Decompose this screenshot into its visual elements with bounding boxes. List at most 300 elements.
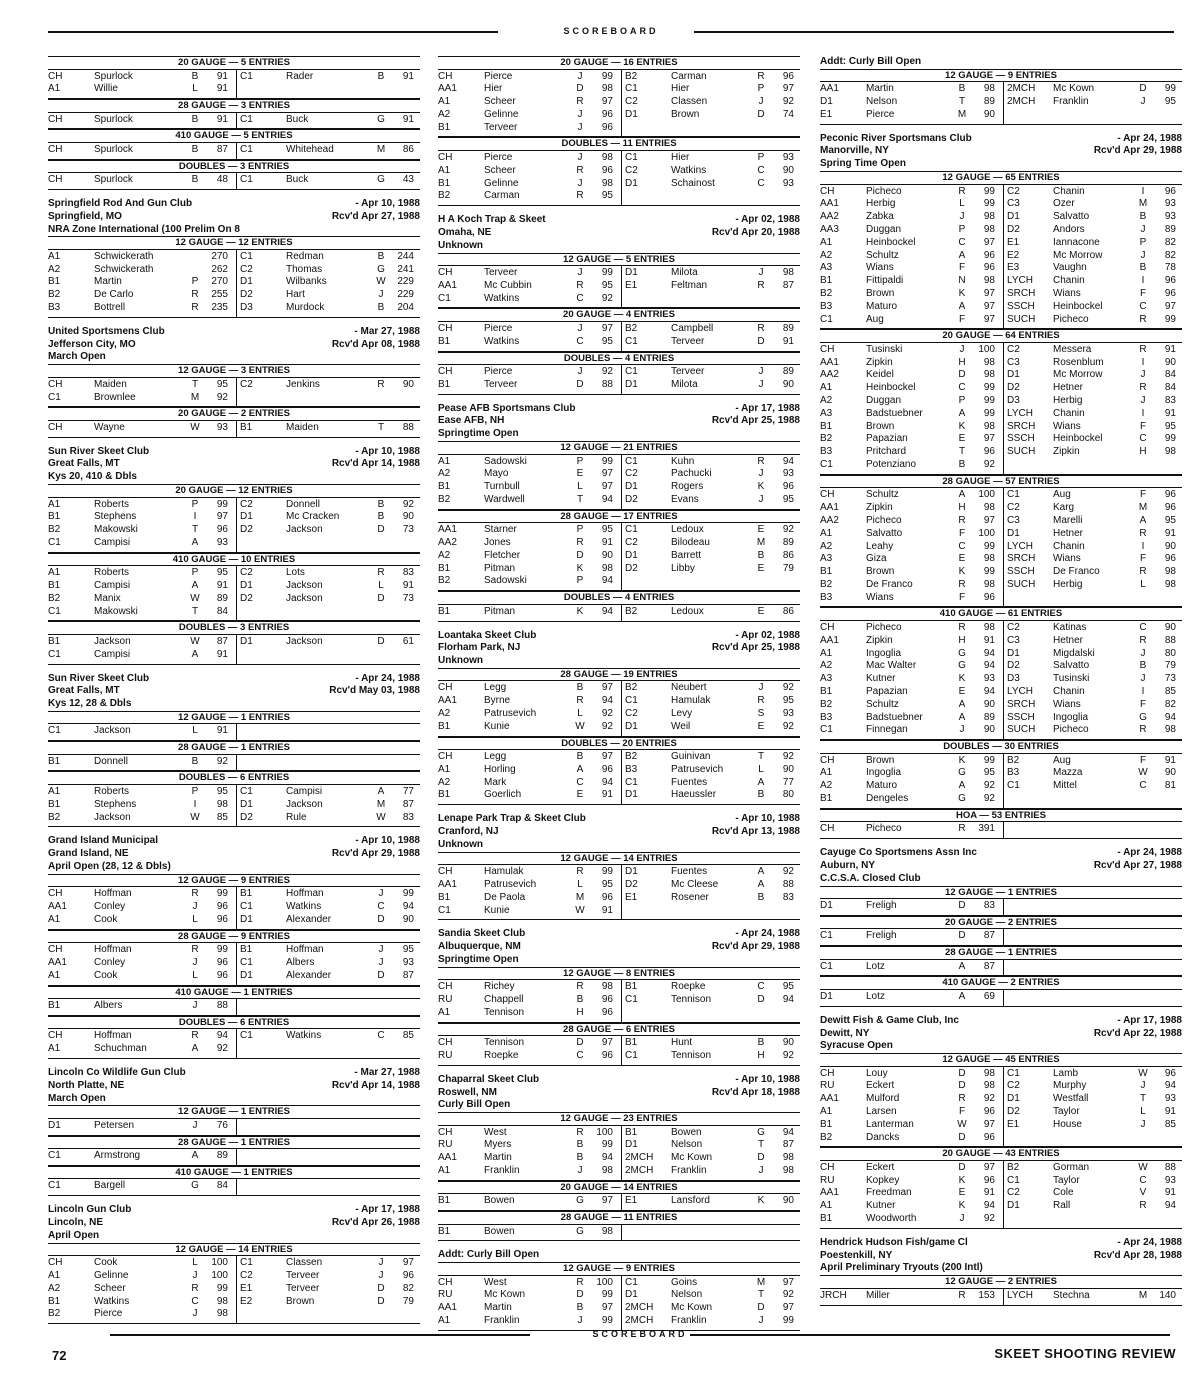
class-label: AA1 — [438, 1152, 457, 1164]
result-entry — [820, 109, 1001, 122]
result-row — [820, 198, 1182, 211]
score: 94 — [983, 660, 995, 672]
club-location: Poestenkill, NY — [820, 1249, 893, 1261]
class-label: A1 — [438, 1165, 451, 1176]
event-section — [820, 475, 1182, 608]
result-entry — [820, 648, 1001, 661]
score: 95 — [601, 524, 613, 536]
score: 91 — [216, 725, 228, 737]
result-entry — [234, 1308, 420, 1321]
class-label: CH — [438, 267, 453, 279]
class-label: CH — [820, 754, 835, 766]
score: 98 — [216, 798, 228, 810]
club-block — [820, 133, 1182, 839]
result-row — [48, 901, 420, 914]
shooter-initial: J — [378, 888, 384, 900]
score: 96 — [601, 1006, 613, 1018]
class-label: A1 — [438, 763, 451, 775]
column-divider — [236, 635, 237, 664]
result-entry — [1001, 459, 1182, 472]
score: 87 — [782, 1139, 794, 1151]
shooter-initial: L — [192, 725, 198, 737]
class-label: D1 — [1007, 369, 1020, 381]
event-section — [48, 56, 420, 99]
result-entry — [619, 550, 800, 563]
shooter-name: Redman — [286, 250, 324, 262]
shooter-initial: J — [577, 366, 583, 378]
shooter-name: Bilodeau — [671, 537, 710, 549]
results-table — [438, 1194, 800, 1211]
result-row — [820, 767, 1182, 780]
score: 95 — [782, 493, 794, 505]
class-label: CH — [48, 143, 63, 155]
column-divider — [621, 322, 622, 351]
event-header: 20 GAUGE — 5 ENTRIES — [48, 56, 420, 70]
event-header: 28 GAUGE — 9 ENTRIES — [48, 930, 420, 944]
class-label: D2 — [625, 562, 638, 574]
shooter-initial: B — [757, 549, 765, 561]
class-label: 2MCH — [1007, 83, 1036, 95]
event-header: 28 GAUGE — 1 ENTRIES — [48, 741, 420, 755]
shooter-name: Zipkin — [866, 634, 893, 646]
result-entry — [234, 914, 420, 927]
club-header — [820, 1015, 1182, 1053]
shooter-initial: J — [959, 724, 965, 736]
score: 92 — [983, 459, 995, 471]
shooter-initial: F — [958, 1106, 966, 1117]
shooter-initial: R — [958, 578, 966, 590]
result-entry — [619, 1277, 800, 1290]
class-label: E1 — [625, 279, 638, 291]
shooter-name: Marelli — [1053, 514, 1083, 526]
class-label: D1 — [240, 913, 253, 925]
class-label: A1 — [48, 1269, 61, 1281]
shooter-initial: E — [757, 524, 765, 536]
result-row — [820, 780, 1182, 793]
shooter-name: Mayo — [484, 468, 509, 480]
shooter-initial: C — [576, 292, 584, 304]
shooter-name: Armstrong — [94, 1150, 141, 1162]
result-row — [48, 1296, 420, 1309]
score: 85 — [402, 1030, 414, 1042]
shooter-initial: P — [958, 395, 966, 407]
shooter-initial: R — [576, 695, 584, 707]
result-row — [820, 344, 1182, 357]
result-entry — [234, 1043, 420, 1056]
shooter-name: Heinbockel — [1053, 433, 1103, 445]
score: 98 — [983, 369, 995, 381]
club-block — [48, 835, 420, 1059]
score: 97 — [983, 287, 995, 299]
event-section — [438, 852, 800, 921]
shooter-name: Hoffman — [94, 1030, 132, 1042]
received-date: Rcv'd Apr 29, 1988 — [711, 941, 800, 953]
score: 82 — [1164, 698, 1176, 710]
shooter-name: Badstuebner — [866, 711, 923, 723]
event-header: 12 GAUGE — 1 ENTRIES — [48, 1105, 420, 1119]
class-label: B2 — [1007, 754, 1020, 766]
result-entry — [820, 1132, 1001, 1145]
result-entry — [619, 71, 800, 84]
shooter-name: Martin — [484, 1152, 512, 1164]
club-location-line — [820, 1250, 1182, 1263]
score: 73 — [402, 524, 414, 536]
result-row — [820, 1213, 1182, 1226]
club-name: Loantaka Skeet Club — [438, 629, 537, 641]
shooter-initial: F — [1139, 698, 1147, 710]
club-location-line — [438, 415, 800, 428]
shooter-name: Classen — [286, 1257, 323, 1269]
score: 81 — [1164, 780, 1176, 792]
shooter-initial: R — [1139, 343, 1147, 355]
result-entry — [48, 901, 234, 914]
score: 241 — [397, 263, 414, 275]
magazine-name: SKEET SHOOTING REVIEW — [994, 1346, 1176, 1361]
score: 92 — [601, 366, 613, 378]
class-label: A1 — [48, 83, 61, 95]
event-header: 12 GAUGE — 1 ENTRIES — [820, 886, 1182, 900]
event-section — [48, 236, 420, 317]
class-label: E2 — [1007, 249, 1020, 261]
shooter-name: Papazian — [866, 433, 908, 445]
shooter-name: Makowski — [94, 605, 138, 617]
score: 96 — [601, 763, 613, 775]
shooter-name: Jackson — [94, 635, 131, 647]
header-rule-right — [694, 31, 1174, 33]
result-entry — [1001, 1093, 1182, 1106]
shooter-name: Milota — [671, 267, 698, 279]
result-row — [48, 593, 420, 606]
club-location-line — [48, 848, 420, 861]
results-table — [438, 266, 800, 308]
class-label: D2 — [240, 289, 253, 301]
shooter-name: Roberts — [94, 498, 130, 510]
shoot-date: - Apr 24, 1988 — [1117, 847, 1182, 859]
shooter-name: Gelinne — [94, 1269, 129, 1281]
shooter-name: Freligh — [866, 930, 897, 942]
shooter-name: Kunie — [484, 904, 510, 916]
shooter-initial: C — [1139, 433, 1147, 445]
column-divider — [236, 70, 237, 99]
class-label: CH — [48, 944, 63, 956]
shooter-name: Aug — [866, 313, 884, 325]
class-label: RU — [820, 1080, 835, 1092]
class-label: C1 — [48, 605, 61, 617]
score: 96 — [216, 956, 228, 968]
shooter-initial: J — [1140, 369, 1146, 381]
shooter-initial: C — [1139, 300, 1147, 312]
shooter-initial: R — [1139, 527, 1147, 539]
score: 99 — [983, 382, 995, 394]
result-entry — [438, 1037, 619, 1050]
result-row — [438, 481, 800, 494]
result-row — [438, 981, 800, 994]
score: 93 — [782, 177, 794, 189]
result-entry — [438, 695, 619, 708]
shooter-name: Herbig — [866, 198, 896, 210]
shooter-initial: D — [377, 913, 385, 925]
score: 90 — [1164, 767, 1176, 779]
class-label: B2 — [820, 698, 833, 710]
result-row — [820, 1093, 1182, 1106]
result-entry — [619, 866, 800, 879]
shooter-name: Spurlock — [94, 143, 133, 155]
club-header — [48, 198, 420, 236]
bottom-footer-band — [110, 1327, 1170, 1341]
result-entry — [48, 1000, 234, 1013]
shooter-initial: L — [577, 707, 583, 719]
class-label: C1 — [48, 536, 61, 548]
result-entry — [438, 789, 619, 802]
shooter-name: Patrusevich — [671, 763, 724, 775]
class-label: C1 — [820, 724, 833, 736]
shooter-initial: J — [378, 1257, 384, 1269]
event-header: DOUBLES — 6 ENTRIES — [48, 1016, 420, 1030]
shooter-name: Petersen — [94, 1119, 135, 1131]
shooter-initial: T — [757, 1139, 765, 1151]
score: 99 — [782, 1315, 794, 1327]
result-entry — [234, 799, 420, 812]
shooter-initial: J — [577, 322, 583, 334]
shooter-initial: A — [191, 1043, 199, 1055]
column-divider — [621, 1194, 622, 1210]
shooter-name: Classen — [671, 96, 708, 108]
result-row — [438, 1289, 800, 1302]
result-entry — [234, 379, 420, 392]
score: 78 — [1164, 262, 1176, 274]
shooter-initial: N — [958, 275, 966, 287]
result-entry — [438, 280, 619, 293]
result-row — [438, 366, 800, 379]
shooter-initial: J — [577, 151, 583, 163]
shooter-name: Patrusevich — [484, 878, 537, 890]
shooter-initial: J — [1140, 1118, 1146, 1130]
class-label: CH — [820, 343, 835, 355]
result-row — [438, 190, 800, 203]
class-label: C1 — [820, 313, 833, 325]
shooter-initial: A — [958, 300, 966, 312]
club-name-line — [48, 326, 420, 339]
top-header-band — [48, 24, 1174, 38]
class-label: B3 — [625, 763, 638, 775]
result-entry — [48, 251, 234, 264]
score: 95 — [216, 378, 228, 390]
score: 98 — [601, 151, 613, 163]
shooter-initial: B — [1139, 211, 1147, 223]
class-label: A1 — [48, 785, 61, 797]
shooter-name: Terveer — [671, 335, 705, 347]
score: 97 — [601, 1195, 613, 1207]
shooter-initial: B — [757, 789, 765, 801]
class-label: CH — [820, 1067, 835, 1079]
score: 92 — [402, 498, 414, 510]
class-label: B2 — [820, 433, 833, 445]
result-entry — [619, 366, 800, 379]
event-section — [48, 1243, 420, 1324]
score: 79 — [782, 562, 794, 574]
shooter-name: Heinbockel — [866, 236, 916, 248]
class-label: C2 — [1007, 185, 1020, 197]
score: 97 — [983, 433, 995, 445]
shooter-initial: F — [958, 262, 966, 274]
shooter-initial: M — [756, 537, 766, 549]
result-entry — [438, 708, 619, 721]
result-row — [438, 866, 800, 879]
result-entry — [48, 276, 234, 289]
class-label: A2 — [48, 263, 61, 275]
club-location-line — [438, 826, 800, 839]
event-section — [48, 407, 420, 437]
score: 91 — [983, 1187, 995, 1199]
result-entry — [438, 336, 619, 349]
result-row — [48, 251, 420, 264]
score: 89 — [216, 1150, 228, 1162]
class-label: B1 — [820, 420, 833, 432]
shooter-initial: E — [958, 685, 966, 697]
class-label: CH — [48, 421, 63, 433]
score: 92 — [782, 682, 794, 694]
result-row — [48, 1120, 420, 1133]
class-label: B2 — [625, 751, 638, 763]
shooter-name: Brownlee — [94, 391, 136, 403]
score: 94 — [601, 695, 613, 707]
results-table — [438, 70, 800, 138]
shooter-initial: D — [377, 1282, 385, 1294]
shooter-initial: J — [758, 468, 764, 480]
score: 91 — [1164, 343, 1176, 355]
shooter-initial: M — [1138, 198, 1148, 210]
shooter-name: Hier — [671, 83, 690, 95]
event-section — [820, 1053, 1182, 1147]
result-entry — [820, 344, 1001, 357]
result-row — [438, 1127, 800, 1140]
score: 94 — [402, 901, 414, 913]
shooter-name: Sadowski — [484, 455, 527, 467]
shooter-name: Jackson — [286, 798, 323, 810]
result-row — [438, 178, 800, 191]
class-label: A1 — [820, 527, 833, 539]
shooter-initial: R — [191, 944, 199, 956]
column-divider — [236, 143, 237, 159]
score: 93 — [216, 536, 228, 548]
result-row — [820, 566, 1182, 579]
score: 270 — [211, 250, 228, 262]
score: 96 — [601, 994, 613, 1006]
score: 97 — [983, 514, 995, 526]
club-location-line — [48, 685, 420, 698]
club-header — [820, 56, 1182, 69]
result-entry — [438, 366, 619, 379]
result-entry — [1001, 1175, 1182, 1188]
class-label: AA1 — [438, 1302, 457, 1314]
result-entry — [1001, 635, 1182, 648]
shooter-initial: R — [1139, 634, 1147, 646]
club-location-line — [820, 1028, 1182, 1041]
shoot-date: - Apr 17, 1988 — [355, 1204, 420, 1216]
score: 96 — [601, 891, 613, 903]
class-label: E1 — [625, 1195, 638, 1207]
score: 83 — [782, 891, 794, 903]
result-row — [438, 1226, 800, 1239]
result-entry — [1001, 186, 1182, 199]
class-label: B1 — [48, 580, 61, 592]
score: 92 — [782, 524, 794, 536]
score: 92 — [782, 866, 794, 878]
score: 96 — [1164, 185, 1176, 197]
club-block — [48, 326, 420, 438]
club-name: Addt: Curly Bill Open — [820, 56, 922, 67]
result-entry — [438, 550, 619, 563]
shooter-name: Kutner — [866, 1200, 896, 1212]
score: 91 — [216, 83, 228, 95]
class-label: B2 — [820, 578, 833, 590]
class-label: CH — [48, 174, 63, 186]
score: 97 — [983, 300, 995, 312]
result-row — [820, 459, 1182, 472]
result-entry — [619, 524, 800, 537]
result-entry — [48, 799, 234, 812]
club-location: Jefferson City, MO — [48, 338, 136, 350]
class-label: AA1 — [438, 279, 457, 291]
score: 92 — [782, 1289, 794, 1301]
shooter-initial: A — [576, 763, 584, 775]
club-location-line — [48, 458, 420, 471]
event-header: 12 GAUGE — 5 ENTRIES — [438, 253, 800, 267]
shooter-initial: D — [958, 1131, 966, 1143]
class-label: D1 — [625, 789, 638, 801]
shooter-initial: A — [191, 648, 199, 660]
shooter-initial: M — [756, 1276, 766, 1288]
result-row — [438, 563, 800, 576]
score: 86 — [782, 605, 794, 617]
club-location: Omaha, NE — [438, 226, 492, 238]
shoot-date: - Apr 10, 1988 — [735, 1073, 800, 1085]
result-row — [820, 635, 1182, 648]
class-label: B1 — [240, 888, 253, 900]
result-entry — [234, 1030, 420, 1043]
score: 89 — [782, 537, 794, 549]
result-row — [438, 468, 800, 481]
shooter-name: Terveer — [484, 378, 518, 390]
column-divider — [621, 70, 622, 137]
event-section — [48, 484, 420, 553]
shooter-initial: B — [576, 1139, 584, 1151]
shooter-initial: A — [377, 785, 385, 797]
score: 98 — [983, 420, 995, 432]
event-header: 20 GAUGE — 64 ENTRIES — [820, 329, 1182, 343]
club-block — [48, 446, 420, 665]
class-label: A2 — [820, 780, 833, 792]
shooter-name: Rule — [286, 811, 307, 823]
event-header: 410 GAUGE — 61 ENTRIES — [820, 607, 1182, 621]
score: 85 — [1164, 685, 1176, 697]
score: 98 — [782, 267, 794, 279]
event-section — [438, 1262, 800, 1331]
shooter-initial — [186, 264, 204, 277]
class-label: AA2 — [820, 369, 839, 381]
shooter-name: Wians — [1053, 287, 1081, 299]
result-entry — [1001, 755, 1182, 768]
class-label: A2 — [820, 395, 833, 407]
class-label: D1 — [820, 96, 833, 108]
result-entry — [48, 580, 234, 593]
score: 95 — [216, 785, 228, 797]
shooter-name: Pierce — [484, 322, 513, 334]
event-header: 12 GAUGE — 9 ENTRIES — [48, 874, 420, 888]
result-entry — [48, 1257, 234, 1270]
class-label: AA1 — [438, 83, 457, 95]
result-entry — [48, 537, 234, 550]
